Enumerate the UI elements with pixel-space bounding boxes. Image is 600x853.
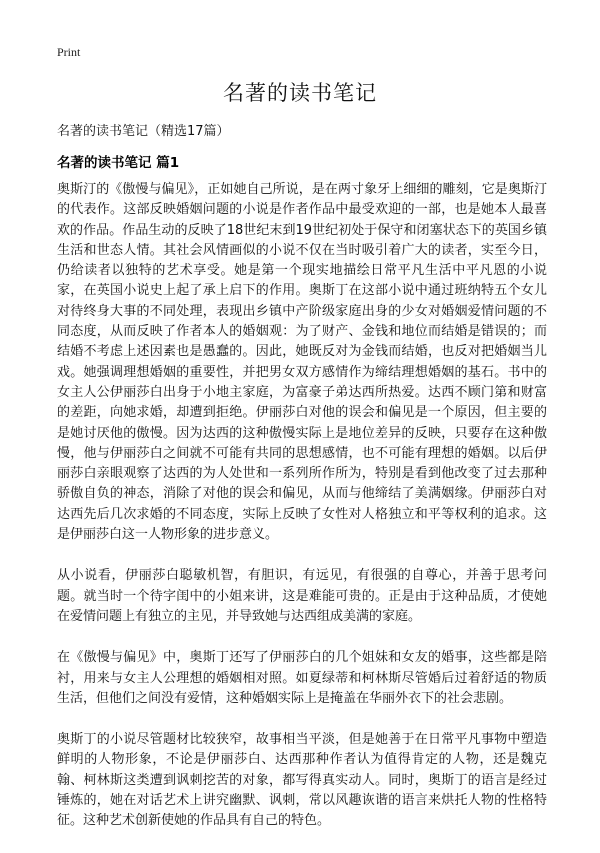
paragraph-3: 在《傲慢与偏见》中，奥斯丁还写了伊丽莎白的几个姐妹和女友的婚事，这些都是陪衬，用来与女主人公理想的婚姻相对照。如夏绿蒂和柯林斯尽管婚后过着舒适的物质生活，但他们之间没有爱情，这种婚姻实际上是掩盖在华丽外衣下的社会悲剧。 xyxy=(57,650,547,706)
article-body xyxy=(57,180,547,853)
print-link[interactable]: Print xyxy=(57,45,81,59)
paragraph-4: 奥斯丁的小说尽管题材比较狭窄，故事相当平淡，但是她善于在日常平凡事物中塑造鲜明的人物形象，不论是伊丽莎白、达西那种作者认为值得肯定的人物，还是魏克翰、柯林斯这类遭到讽刺挖苦的对象，都写得真实动人。同时，奥斯丁的语言是经过锤炼的，她在对话艺术上讲究幽默、讽刺，常以风趣诙谐的语言来烘托人物的性格特征。这种艺术创新使她的作品具有自己的特色。 xyxy=(57,732,547,829)
page-title: 名著的读书笔记 xyxy=(223,81,377,105)
paragraph-1: 奥斯汀的《傲慢与偏见》，正如她自己所说，是在两寸象牙上细细的雕刻，它是奥斯汀的代表作。这部反映婚姻问题的小说是作者作品中最受欢迎的一部，也是她本人最喜欢的作品。作品生动的反映了18世纪末到19世纪初处于保守和闭塞状态下的英国乡镇生活和世态人情。其社会风情画似的小说不仅在当时吸引着广大的读者，实至今日，仍给读者以独特的艺术享受。她是第一个现实地描绘日常平凡生活中平凡恩的小说家，在英国小说史上起了承上启下的作用。奥斯丁在这部小说中通过班纳特五个女儿对待终身大事的不同处理，表现出乡镇中产阶级家庭出身的少女对婚姻爱情问题的不同态度，从而反映了作者本人的婚姻观：为了财产、金钱和地位而结婚是错误的；而结婚不考虑上述因素也是愚蠢的。因此，她既反对为金钱而结婚，也反对把婚姻当儿戏。她强调理想婚姻的重要性，并把男女双方感情作为缔结理想婚姻的基石。书中的女主人公伊丽莎白出身于小地主家庭，为富豪子弟达西所热爱。达西不顾门第和财富的差距，向她求婚，却遭到拒绝。伊丽莎白对他的误会和偏见是一个原因，但主要的是她讨厌他的傲慢。因为达西的这种傲慢实际上是地位差异的反映，只要存在这种傲慢，他与伊丽莎白之间就不可能有共同的思想感情，也不可能有理想的婚姻。以后伊丽莎白亲眼观察了达西的为人处世和一系列所作所为，特别是看到他改变了过去那种骄傲自负的神态，消除了对他的误会和偏见，从而与他缔结了美满姻缘。伊丽莎白对达西先后几次求婚的不同态度，实际上反映了女性对人格独立和平等权利的追求。这是伊丽莎白这一人物形象的进步意义。 xyxy=(57,182,547,543)
paragraph-2: 从小说看，伊丽莎白聪敏机智，有胆识，有远见，有很强的自尊心，并善于思考问题。就当时一个待字闺中的小姐来讲，这是难能可贵的。正是由于这种品质，才使她在爱情问题上有独立的主见，并导致她与达西组成美满的家庭。 xyxy=(57,568,547,624)
section-heading: 名著的读书笔记 篇1 xyxy=(57,155,180,171)
document-subtitle: 名著的读书笔记（精选17篇） xyxy=(57,124,230,139)
